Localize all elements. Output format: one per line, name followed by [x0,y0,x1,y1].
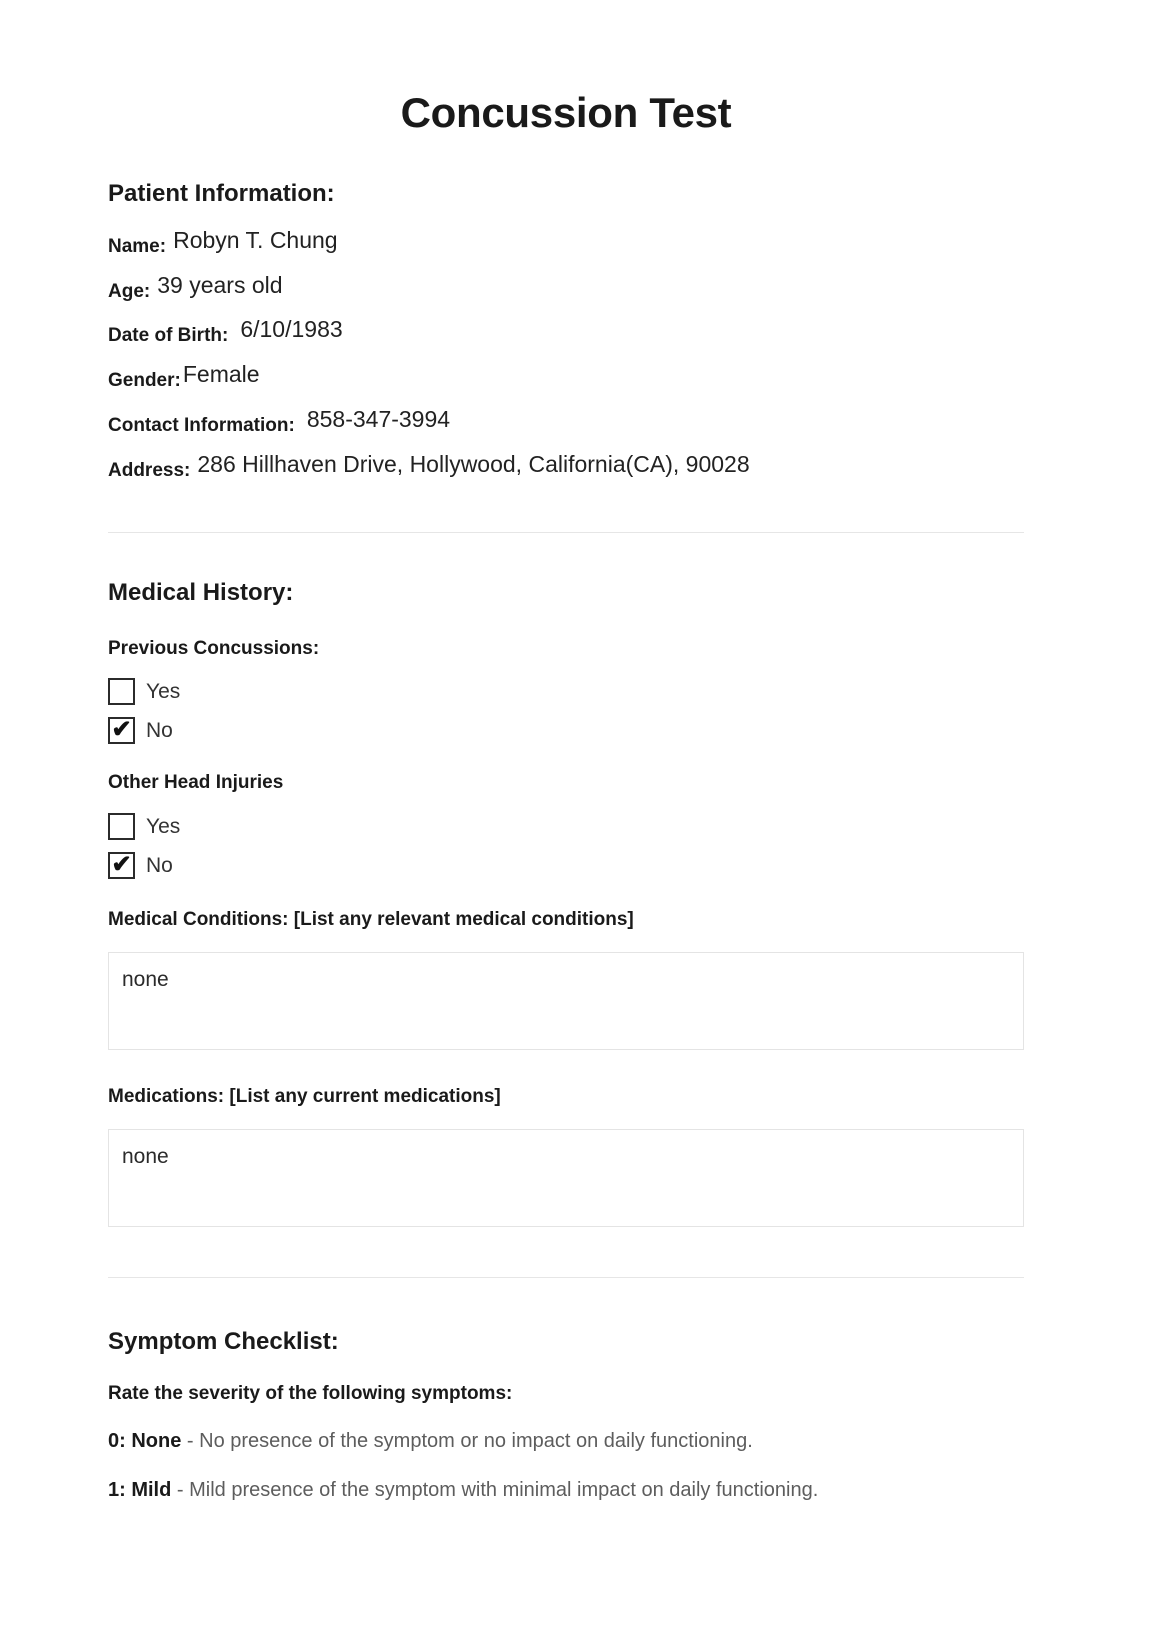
checkbox-checked-icon[interactable] [108,717,135,744]
previous-concussions-option-yes-label: Yes [146,679,181,703]
document-content [108,0,1024,1503]
checkbox-unchecked-icon[interactable] [108,813,135,840]
other-head-injuries-option-no-label: No [146,853,173,877]
severity-scale-item-1-separator: - [171,1479,190,1502]
patient-field-age-value: 39 years old [157,271,283,298]
checkmark-icon: ✔ [111,850,132,878]
patient-field-age [108,271,1024,302]
other-head-injuries-option-yes-label: Yes [146,814,181,838]
patient-field-address-label: Address: [108,460,191,482]
patient-field-address-value: 286 Hillhaven Drive, Hollywood, California(CA), 90028 [197,451,750,478]
severity-scale-item-1-key: 1: Mild [108,1479,172,1502]
patient-field-name-value: Robyn T. Chung [173,226,338,253]
severity-scale-item-0 [108,1429,1024,1454]
severity-scale-item-1 [108,1478,1024,1503]
previous-concussions-option-yes[interactable] [108,678,1024,705]
patient-field-contact-label: Contact Information: [108,415,295,437]
medical-conditions-input[interactable]: none [108,952,1024,1050]
other-head-injuries-option-yes[interactable] [108,813,1024,840]
patient-field-dob-value: 6/10/1983 [240,316,343,343]
patient-field-gender [108,361,1024,392]
severity-scale-item-1-description: Mild presence of the symptom with minimal impact on daily functioning. [189,1479,819,1502]
medical-history-section [108,579,1024,1227]
patient-field-gender-value: Female [182,361,260,388]
patient-field-dob [108,316,1024,347]
patient-field-contact [108,406,1024,437]
checkbox-checked-icon[interactable] [108,852,135,879]
patient-field-dob-label: Date of Birth: [108,325,229,347]
previous-concussions-option-no[interactable] [108,717,1024,744]
patient-field-gender-label: Gender: [108,370,181,392]
patient-information-heading: Patient Information: [108,180,335,207]
medical-history-heading: Medical History: [108,578,294,606]
checkbox-unchecked-icon[interactable] [108,678,135,705]
patient-field-address [108,451,1024,482]
medical-conditions-label: Medical Conditions: [List any relevant medical conditions] [108,909,634,931]
other-head-injuries-label: Other Head Injuries [108,772,284,794]
other-head-injuries-option-no[interactable] [108,852,1024,879]
previous-concussions-group [108,678,1024,744]
medications-input[interactable]: none [108,1129,1024,1227]
symptom-rating-instruction: Rate the severity of the following symptoms: [108,1382,513,1404]
severity-scale-item-0-separator: - [181,1430,200,1453]
patient-field-contact-value: 858-347-3994 [306,406,451,433]
previous-concussions-label: Previous Concussions: [108,637,320,659]
severity-scale-item-0-description: No presence of the symptom or no impact on daily functioning. [199,1430,753,1453]
symptom-checklist-section [108,1328,1024,1504]
patient-information-section [108,180,1024,482]
severity-scale-item-0-key: 0: None [108,1430,182,1453]
medications-label: Medications: [List any current medications] [108,1086,501,1108]
previous-concussions-option-no-label: No [146,718,173,742]
checkmark-icon: ✔ [111,715,132,743]
page-title: Concussion Test [400,89,732,136]
patient-field-age-label: Age: [108,280,151,302]
patient-field-name-label: Name: [108,235,167,257]
symptom-checklist-heading: Symptom Checklist: [108,1327,339,1355]
other-head-injuries-group [108,813,1024,879]
patient-field-name [108,226,1024,257]
